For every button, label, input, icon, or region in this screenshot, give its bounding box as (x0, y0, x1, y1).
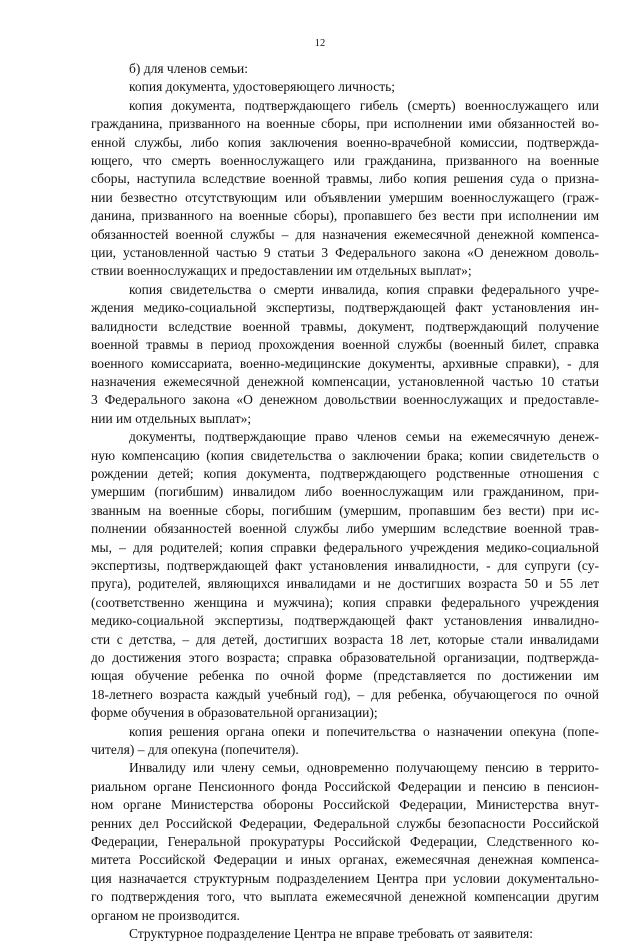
text-line: риальном органе Пенсионного фонда Российской Федерации и пенсию в пенсион- (91, 778, 599, 794)
text-line: го подтверждения того, что выплата ежемесячной денежной компенсации другим (91, 889, 599, 905)
text-line: Инвалиду или члену семьи, одновременно получающему пенсию в террито- (129, 760, 599, 776)
paragraph-guardianship-decision (91, 723, 599, 760)
text-line: 3 Федерального закона «О денежном довольствии военнослужащих и предоставле- (91, 392, 599, 408)
text-line: митета Российской Федерации и иных органах, ежемесячная денежная компенса- (91, 852, 599, 868)
text-line: ющего, что смерть военнослужащего или гражданина, призванного на военные (91, 153, 599, 169)
text-line: копия решения органа опеки и попечительства о назначении опекуна (попе- (129, 723, 599, 739)
text-line: енной службы, либо копия заключения военно-врачебной комиссии, подтвержда- (91, 134, 599, 150)
text-line: ции, установленной частью 9 статьи 3 Федерального закона «О денежном доволь- (91, 245, 599, 261)
text-line: рождении детей; копия документа, подтверждающего родственные отношения с (91, 465, 599, 481)
text-line: медико-социальной экспертизы, подтверждающей факт установления инвалидно- (91, 613, 599, 629)
text-line: обязанностей военной службы – для назначения ежемесячной денежной компенса- (91, 226, 599, 242)
document-body (91, 60, 599, 944)
paragraph-family-rights-documents (91, 428, 599, 723)
text-line: до достижения этого возраста; справка образовательной организации, подтвержда- (91, 650, 599, 665)
text-line: чителя) – для опекуна (попечителя). (91, 742, 299, 758)
text-line: данина, призванного на военные сборы), пропавшего без вести при исполнении им (91, 208, 599, 224)
text-line: званным на военные сборы, погибшим (умершим, пропавшим без вести) при ис- (91, 502, 599, 518)
text-line: Федерации, Генеральной прокуратуры Российской Федерации, Следственного ко- (91, 834, 599, 850)
paragraph-identity-document (91, 78, 599, 96)
paragraph-death-certificate (91, 281, 599, 428)
text-line: сти с детства, – для детей, достигших возраста 18 лет, которые стали инвалидами (91, 631, 599, 647)
text-line: Структурное подразделение Центра не вправе требовать от заявителя: (129, 926, 534, 942)
page-number: 12 (314, 38, 326, 49)
text-line: гражданина, призванного на военные сборы, при исполнении ими обязанностей во- (91, 116, 599, 132)
text-line: умершим (погибшим) инвалидом либо военнослужащим или гражданином, при- (91, 484, 599, 500)
text-line: документы, подтверждающие право членов семьи на ежемесячную денеж- (129, 429, 599, 445)
text-line: ренних дел Российской Федерации, Федеральной службы безопасности Российской (91, 815, 599, 831)
text-line: военной травмы в период прохождения военной службы (военный билет, справка (91, 337, 599, 353)
text-line: валидности вследствие военной травмы, документ, подтверждающий получение (91, 318, 599, 334)
text-line: копия документа, подтверждающего гибель (смерть) военнослужащего или (129, 97, 599, 113)
text-line: мы, – для родителей; копия справки федерального учреждения медико-социальной (91, 539, 599, 555)
text-line: копия документа, удостоверяющего личность; (129, 79, 396, 95)
paragraph-family-members-heading (91, 60, 599, 78)
text-line: 18-летнего возраста каждый учебный год), – для ребенка, обучающегося по очной (91, 686, 599, 702)
text-line: нии безвестно отсутствующим или объявлении умершим военнослужащего (граж- (91, 189, 599, 205)
text-line: военного комиссариата, военно-медицинские документы, архивные справки), - для (91, 355, 599, 371)
text-line: ющая обучение ребенка по очной форме (представляется по достижении им (91, 668, 599, 684)
text-line: назначения ежемесячной денежной компенсации, установленной частью 10 статьи (91, 373, 599, 389)
text-line: ция назначается структурным подразделением Центра при условии документально- (91, 870, 599, 886)
text-line: пруга), родителей, являющихся инвалидами и не достигших возраста 50 и 55 лет (91, 576, 599, 592)
text-line: ждения медико-социальной экспертизы, подтверждающей факт установления ин- (91, 300, 599, 316)
text-line: сборы, наступила вследствие военной травмы, либо копия решения суда о призна- (91, 171, 599, 187)
text-line: ную компенсацию (копия свидетельства о заключении брака; копии свидетельств о (91, 447, 599, 463)
text-line: ствии военнослужащих и предоставлении им отдельных выплат»; (91, 263, 472, 279)
text-line: копия свидетельства о смерти инвалида, копия справки федерального учре- (129, 281, 599, 297)
paragraph-death-document (91, 97, 599, 281)
text-line: ном органе Министерства обороны Российской Федерации, Министерства внут- (91, 797, 599, 813)
text-line: (соответственно женщина и мужчина); копия справки федерального учреждения (91, 594, 599, 610)
text-line: экспертизы, подтверждающей факт установления инвалидности, - для супруги (су- (91, 557, 599, 573)
text-line: органом не производится. (91, 907, 240, 923)
text-line: нии им отдельных выплат»; (91, 410, 252, 426)
text-line: б) для членов семьи: (129, 61, 248, 76)
paragraph-center-restrictions (91, 925, 599, 943)
text-line: форме обучения в образовательной организации); (91, 705, 378, 721)
paragraph-dual-pension (91, 759, 599, 925)
text-line: полнении обязанностей военной службы либо умершим вследствие военной трав- (91, 521, 599, 537)
